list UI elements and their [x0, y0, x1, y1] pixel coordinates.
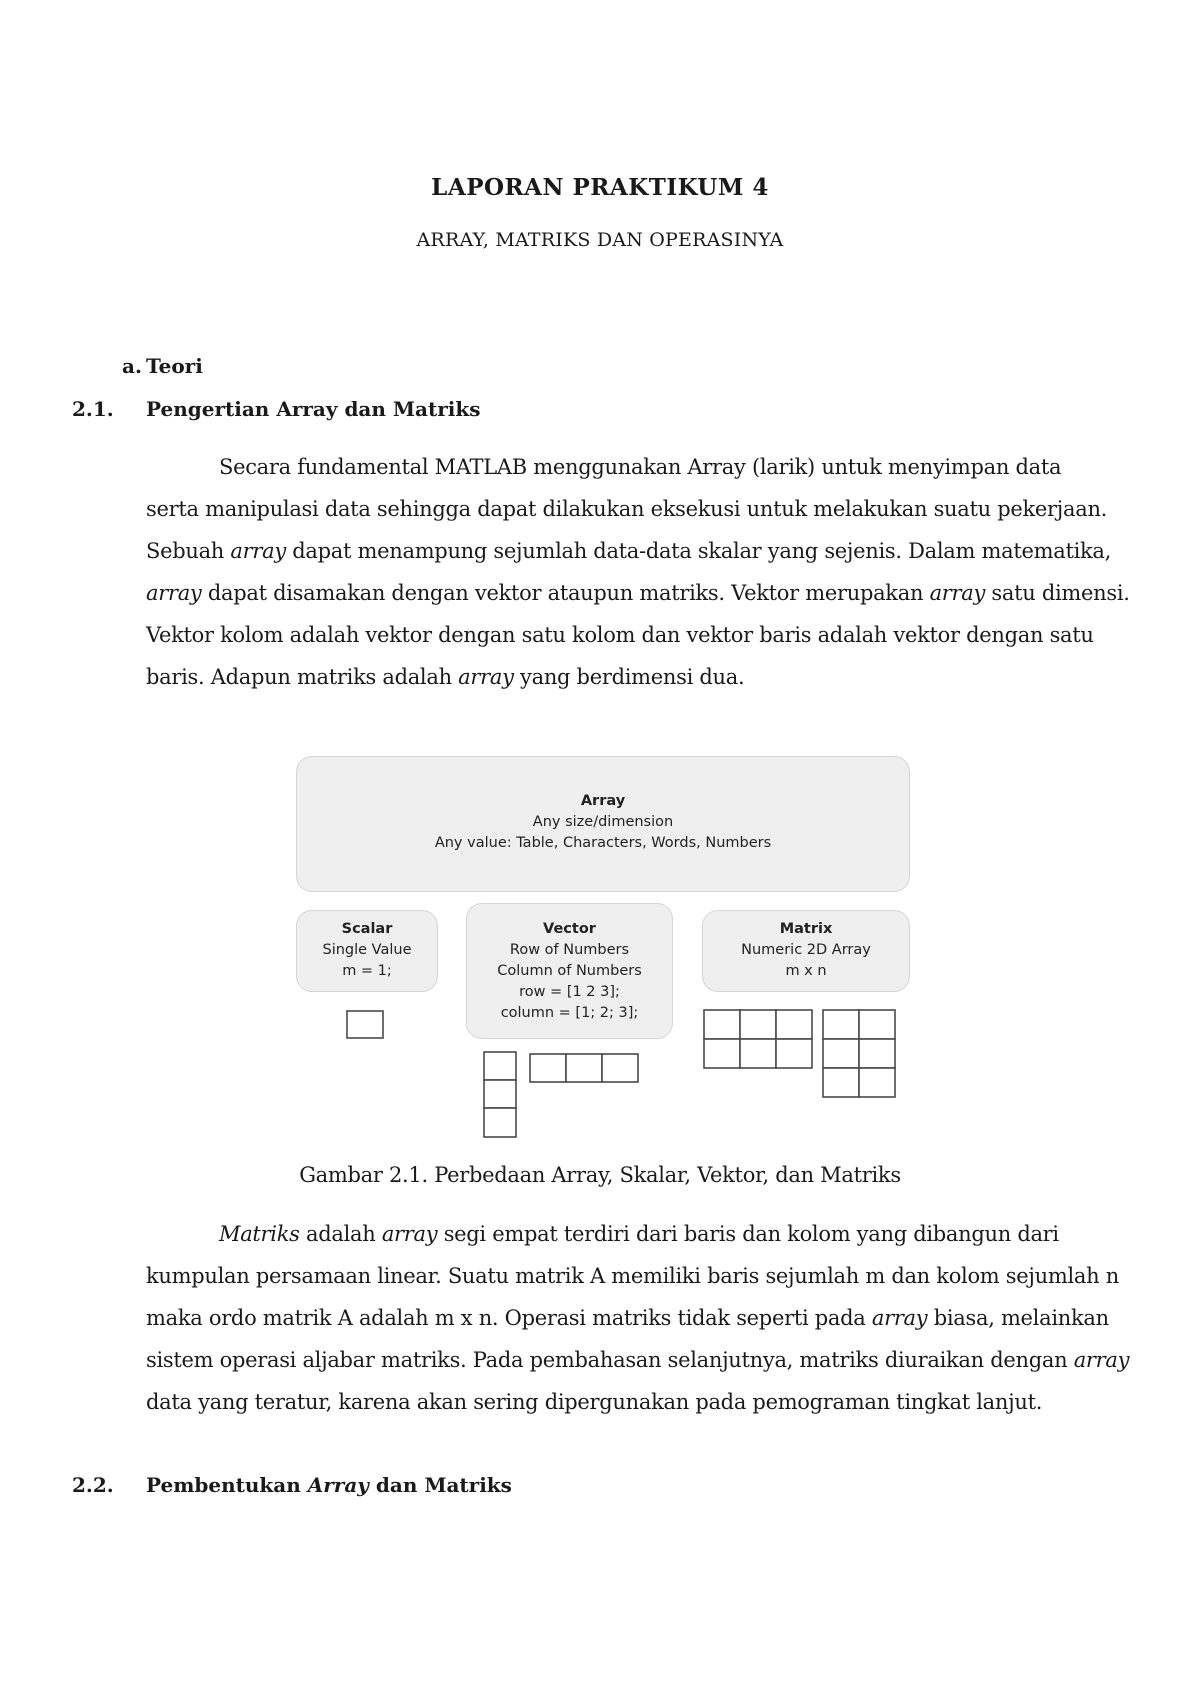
matrix-box-line: Numeric 2D Array [741, 942, 871, 958]
matrix-box-line: m x n [785, 963, 827, 979]
section-2-1-heading: Pengertian Array dan Matriks [146, 397, 481, 421]
row-vector-cells [530, 1054, 638, 1082]
paragraph-2-line: Matriks adalah array segi empat terdiri dari baris dan kolom yang dibangun dari [219, 1222, 1059, 1246]
array-box-line: Any value: Table, Characters, Words, Numbers [434, 835, 772, 851]
paragraph-1-line: array dapat disamakan dengan vektor ataupun matriks. Vektor merupakan array satu dimensi. [146, 581, 1130, 605]
section-2-2-number: 2.2. [72, 1473, 114, 1497]
vector-box-line: column = [1; 2; 3]; [500, 1005, 639, 1021]
paragraph-1-line: Vektor kolom adalah vektor dengan satu kolom dan vektor baris adalah vektor dengan satu [146, 623, 1094, 647]
paragraph-2-line: kumpulan persamaan linear. Suatu matrik A memiliki baris sejumlah m dan kolom sejumlah n [146, 1264, 1119, 1288]
paragraph-2-line: sistem operasi aljabar matriks. Pada pembahasan selanjutnya, matriks diuraikan dengan array [146, 1348, 1130, 1372]
matrix-2x3-cells [704, 1010, 812, 1068]
figure-caption: Gambar 2.1. Perbedaan Array, Skalar, Vektor, dan Matriks [299, 1163, 901, 1187]
paragraph-2-line: maka ordo matrik A adalah m x n. Operasi matriks tidak seperti pada array biasa, melainkan [146, 1306, 1109, 1330]
section-2-2-heading: Pembentukan Array dan Matriks [146, 1473, 512, 1497]
page-subtitle: ARRAY, MATRIKS DAN OPERASINYA [416, 229, 784, 251]
matrix-3x2-cells [823, 1010, 895, 1097]
scalar-box-line: Single Value [322, 942, 412, 958]
paragraph-1-line: serta manipulasi data sehingga dapat dilakukan eksekusi untuk melakukan suatu pekerjaan. [146, 497, 1108, 521]
matrix-box-title: Matrix [779, 921, 833, 937]
paragraph-1-line: Secara fundamental MATLAB menggunakan Array (larik) untuk menyimpan data [219, 455, 1062, 479]
vector-box-line: Column of Numbers [497, 963, 642, 979]
section-a-label: Teori [146, 354, 203, 378]
paragraph-2 [146, 1213, 1130, 1423]
vector-box-title: Vector [543, 921, 596, 937]
paragraph-1-line: baris. Adapun matriks adalah array yang berdimensi dua. [146, 665, 745, 689]
scalar-box-line: m = 1; [342, 963, 392, 979]
scalar-box-title: Scalar [341, 921, 393, 937]
vector-box-line: row = [1 2 3]; [519, 984, 620, 1000]
array-box-title: Array [580, 793, 626, 809]
section-2-1-number: 2.1. [72, 397, 114, 421]
column-vector-cells [484, 1052, 516, 1137]
page-title: LAPORAN PRAKTIKUM 4 [431, 174, 769, 201]
scalar-cell [347, 1011, 383, 1038]
paragraph-2-line: data yang teratur, karena akan sering dipergunakan pada pemograman tingkat lanjut. [146, 1390, 1043, 1414]
array-box-line: Any size/dimension [532, 814, 674, 830]
vector-box-line: Row of Numbers [509, 942, 630, 958]
section-a-number: a. [122, 354, 142, 378]
paragraph-1-line: Sebuah array dapat menampung sejumlah data-data skalar yang sejenis. Dalam matematika, [146, 539, 1112, 563]
